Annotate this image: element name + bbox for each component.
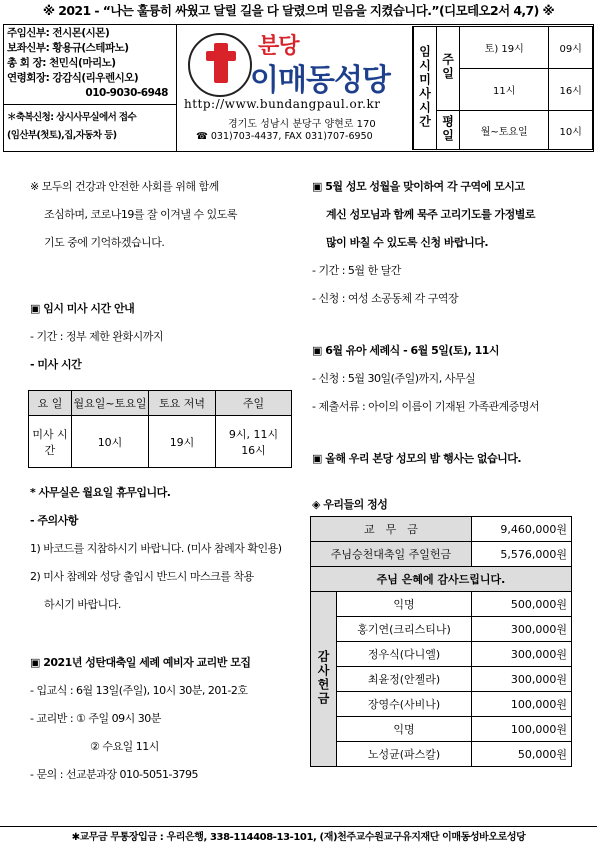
- donor-value: 300,000원: [472, 617, 572, 642]
- weekday-label: 평일: [440, 114, 455, 143]
- church-name-top: 분당: [258, 34, 299, 59]
- confirm-line: - 교리반 : ① 주일 09시 30분: [30, 712, 161, 725]
- church-url[interactable]: http://www.bundangpaul.or.kr: [184, 97, 381, 111]
- staff-line: 주임신부: 전시몬(시몬): [7, 27, 110, 39]
- may-item: - 기간 : 5월 한 달간: [312, 264, 401, 277]
- mass-period: - 기간 : 정부 제한 완화시까지: [30, 330, 164, 343]
- mass-header: 요 일: [29, 391, 72, 416]
- donor-name: 홍기연(크리스티나): [337, 617, 472, 642]
- donor-name: 익명: [337, 592, 472, 617]
- confirm-line: - 문의 : 선교분과장 010-5051-3795: [30, 768, 198, 781]
- offering-table: [310, 516, 572, 767]
- donor-value: 300,000원: [472, 642, 572, 667]
- donation-label: 감사헌금: [316, 649, 330, 706]
- donor-name: 최윤정(안젤라): [337, 667, 472, 692]
- thanks-row: 주님 은혜에 감사드립니다.: [311, 567, 572, 592]
- confirm-line: - 입교식 : 6월 13일(주일), 10시 30분, 201-2호: [30, 684, 248, 697]
- notice-line: 기도 중에 기억하겠습니다.: [44, 236, 165, 249]
- mass-saturday: 19시: [149, 416, 216, 468]
- offering-value: 5,576,000원: [472, 542, 572, 567]
- baptism-item: - 신청 : 5월 30일(주일)까지, 사무실: [312, 372, 476, 385]
- confirm-line: ② 수요일 11시: [90, 740, 159, 753]
- may-item: - 신청 : 여성 소공동체 각 구역장: [312, 292, 459, 305]
- footer-bank-info: ✱교무금 무통장입금 : 우리은행, 338-114408-13-101, (재)천주교수원교구유지재단 이매동성바오로성당: [0, 826, 597, 849]
- office-closed: * 사무실은 월요일 휴무입니다.: [30, 486, 171, 499]
- staff-list: [3, 24, 177, 104]
- mass-time-label: - 미사 시간: [30, 358, 82, 371]
- mass-header: 주일: [216, 391, 292, 416]
- donor-value: 100,000원: [472, 692, 572, 717]
- cross-icon: [214, 43, 228, 83]
- sched-cell: 월~토요일: [460, 111, 549, 150]
- church-phone: ☎ 031)703-4437, FAX 031)707-6950: [196, 131, 373, 142]
- mass-sunday: 16시: [241, 443, 266, 457]
- caution-line: 2) 미사 참례와 성당 출입시 반드시 마스크를 착용: [30, 570, 254, 583]
- church-address: 경기도 성남시 분당구 양현로 170: [228, 119, 376, 130]
- registration-line: (임산부(첫토),집,자동차 등): [7, 130, 117, 141]
- offering-title: ◈ 우리들의 정성: [312, 498, 388, 511]
- cross-bar: [206, 51, 236, 61]
- church-name-main: 이매동성당: [250, 63, 390, 98]
- mass-section-title: ▣ 임시 미사 시간 안내: [30, 302, 135, 315]
- church-logo-block: [180, 27, 410, 150]
- church-seal-icon: [188, 33, 252, 97]
- offering-label: 교 무 금: [311, 517, 472, 542]
- donor-value: 50,000원: [472, 742, 572, 767]
- may-title: ▣ 5월 성모 성월을 맞이하여 각 구역에 모시고: [312, 180, 525, 193]
- offering-value: 9,460,000원: [472, 517, 572, 542]
- notice-line: ※ 모두의 건강과 안전한 사회를 위해 함께: [30, 180, 219, 193]
- sched-cell: 09시: [549, 27, 593, 69]
- sched-cell: 토) 19시: [460, 27, 549, 69]
- notice-line: 조심하며, 코로나19를 잘 이겨낼 수 있도록: [44, 208, 237, 221]
- donor-name: 장영수(사비나): [337, 692, 472, 717]
- banner-quote: ※ 2021 - “나는 훌륭히 싸웠고 달릴 길을 다 달렸으며 믿음을 지켰습니다.”(디모테오2서 4,7) ※: [42, 3, 555, 18]
- baptism-title: ▣ 6월 유아 세례식 - 6월 5일(토), 11시: [312, 344, 500, 357]
- caution-label: - 주의사항: [30, 514, 78, 527]
- schedule-title: 임시미사시간: [417, 44, 432, 129]
- mass-header: 토요 저녁: [149, 391, 216, 416]
- staff-line: 연령회장: 강감식(리우렌시오): [7, 72, 139, 84]
- blessing-registration: [3, 104, 177, 152]
- sunday-label: 주일: [440, 53, 455, 81]
- baptism-item: - 제출서류 : 아이의 이름이 기재된 가족관계증명서: [312, 400, 540, 413]
- mass-time-table: [28, 390, 292, 468]
- donor-name: 정우식(다니엘): [337, 642, 472, 667]
- mass-row-label: 미사 시간: [29, 416, 72, 468]
- sched-cell: 10시: [549, 111, 593, 150]
- no-event-notice: ▣ 올해 우리 본당 성모의 밤 행사는 없습니다.: [312, 452, 522, 465]
- donor-value: 300,000원: [472, 667, 572, 692]
- staff-tel: 010-9030-6948: [85, 87, 168, 99]
- confirm-title: ▣ 2021년 성탄대축일 세례 예비자 교리반 모집: [30, 656, 251, 669]
- donor-value: 500,000원: [472, 592, 572, 617]
- temporary-mass-schedule: [412, 26, 593, 150]
- donor-value: 100,000원: [472, 717, 572, 742]
- staff-line: 총 회 장: 천민식(마리노): [7, 57, 116, 69]
- caution-line: 1) 바코드를 지참하시기 바랍니다. (미사 참례자 확인용): [30, 542, 282, 555]
- may-title: 많이 바칠 수 있도록 신청 바랍니다.: [326, 236, 489, 249]
- mass-weekday: 10시: [72, 416, 149, 468]
- staff-line: 보좌신부: 황용규(스테파노): [7, 42, 129, 54]
- sched-cell: 11시: [460, 69, 549, 111]
- caution-line: 하시기 바랍니다.: [44, 598, 121, 611]
- donor-name: 익명: [337, 717, 472, 742]
- donor-name: 노성균(파스칼): [337, 742, 472, 767]
- sched-cell: 16시: [549, 69, 593, 111]
- mass-header: 월요일~토요일: [72, 391, 149, 416]
- mass-sunday: 9시, 11시: [228, 427, 279, 441]
- offering-label: 주님승천대축일 주일헌금: [311, 542, 472, 567]
- registration-line: ＊축복신청: 상시사무실에서 접수: [7, 112, 137, 123]
- may-title: 계신 성모님과 함께 묵주 고리기도를 가정별로: [326, 208, 536, 221]
